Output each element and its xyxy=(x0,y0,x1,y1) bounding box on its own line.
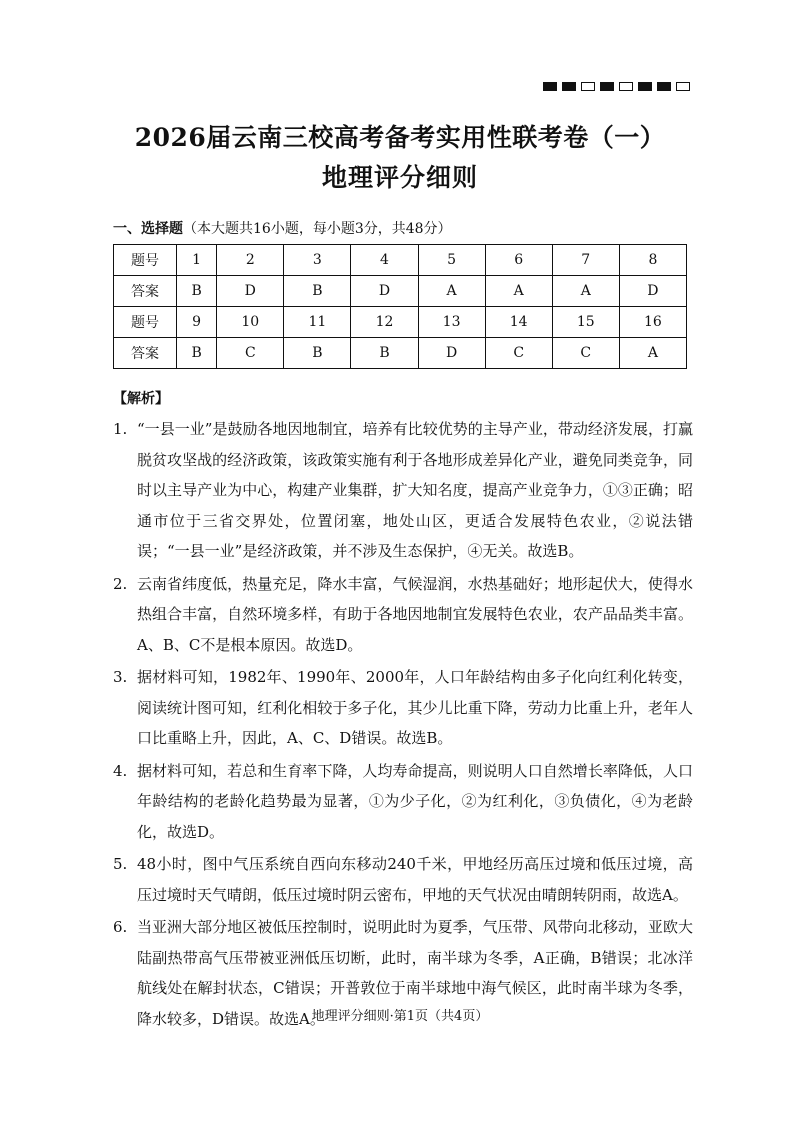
answer-cell: D xyxy=(351,276,418,307)
row-label: 题号 xyxy=(114,245,177,276)
header-mark xyxy=(562,82,576,91)
paper-subtitle: 地理评分细则 xyxy=(321,163,478,192)
list-item xyxy=(113,756,693,848)
header-mark xyxy=(619,82,633,91)
item-number: 3. xyxy=(113,668,128,686)
answer-cell: C xyxy=(552,338,619,369)
answer-cell: C xyxy=(217,338,284,369)
answer-cell: C xyxy=(485,338,552,369)
item-text: 当亚洲大部分地区被低压控制时，说明此时为夏季，气压带、风带向北移动，亚欧大陆副热带高气压带被亚洲低压切断，此时，南半球为冬季，A正确，B错误；北冰洋航线处在解封状态，C错误；开普敦位于南半球地中海气候区，此时南半球为冬季，降水较多，D错误。故选A。 xyxy=(137,918,693,1028)
list-item xyxy=(113,849,693,910)
answer-cell: A xyxy=(619,338,686,369)
answer-cell: B xyxy=(177,276,217,307)
question-number-cell: 15 xyxy=(552,307,619,338)
question-number-cell: 16 xyxy=(619,307,686,338)
question-number-cell: 12 xyxy=(351,307,418,338)
list-item xyxy=(113,662,693,754)
item-number: 2. xyxy=(113,574,128,593)
analysis-label: 【解析】 xyxy=(113,391,169,407)
item-number: 5. xyxy=(113,855,128,873)
table-row xyxy=(114,307,687,338)
answer-cell: B xyxy=(284,338,351,369)
table-row xyxy=(114,338,687,369)
item-text: 据材料可知，1982年、1990年、2000年，人口年龄结构由多子化向红利化转变，阅读统计图可知，红利化相较于多子化，其少儿比重下降，劳动力比重上升，老年人口比重略上升，因此，A、C、D错误。故选B。 xyxy=(137,668,693,747)
header-mark xyxy=(600,82,614,91)
header-mark xyxy=(657,82,671,91)
question-number-cell: 3 xyxy=(284,245,351,276)
question-number-cell: 8 xyxy=(619,245,686,276)
page-footer: 地理评分细则·第1页（共4页） xyxy=(311,1009,489,1024)
item-text: 云南省纬度低，热量充足，降水丰富，气候湿润，水热基础好；地形起伏大，使得水热组合丰富，自然环境多样，有助于各地因地制宜发展特色农业，农产品品类丰富。A、B、C不是根本原因。故选D。 xyxy=(137,574,693,654)
question-number-cell: 4 xyxy=(351,245,418,276)
header-mark xyxy=(638,82,652,91)
answer-table xyxy=(113,244,687,369)
list-item xyxy=(113,414,693,567)
section-heading-label: 一、选择题 xyxy=(113,221,183,237)
answer-cell: A xyxy=(552,276,619,307)
section-heading-note: （本大题共16小题，每小题3分，共48分） xyxy=(183,221,452,237)
question-number-cell: 6 xyxy=(485,245,552,276)
answer-cell: A xyxy=(418,276,485,307)
row-label: 题号 xyxy=(114,307,177,338)
answer-cell: B xyxy=(351,338,418,369)
answer-cell: B xyxy=(284,276,351,307)
paper-title: 2026届云南三校高考备考实用性联考卷（一） xyxy=(134,123,666,152)
list-item xyxy=(113,569,693,661)
table-row xyxy=(114,245,687,276)
question-number-cell: 14 xyxy=(485,307,552,338)
answer-cell: D xyxy=(217,276,284,307)
question-number-cell: 10 xyxy=(217,307,284,338)
table-row xyxy=(114,276,687,307)
analysis-list xyxy=(113,414,693,1036)
item-number: 4. xyxy=(113,761,128,780)
question-number-cell: 2 xyxy=(217,245,284,276)
item-number: 6. xyxy=(113,918,128,936)
item-text: 据材料可知，若总和生育率下降，人均寿命提高，则说明人口自然增长率降低，人口年龄结构的老龄化趋势最为显著，①为少子化，②为红利化，③负债化，④为老龄化，故选D。 xyxy=(137,761,693,841)
row-label: 答案 xyxy=(114,276,177,307)
answer-cell: D xyxy=(418,338,485,369)
question-number-cell: 1 xyxy=(177,245,217,276)
answer-cell: B xyxy=(177,338,217,369)
question-number-cell: 9 xyxy=(177,307,217,338)
header-mark xyxy=(543,82,557,91)
item-text: 48小时，图中气压系统自西向东移动240千米，甲地经历高压过境和低压过境，高压过境时天气晴朗，低压过境时阴云密布，甲地的天气状况由晴朗转阴雨，故选A。 xyxy=(137,855,693,904)
answer-cell: D xyxy=(619,276,686,307)
question-number-cell: 7 xyxy=(552,245,619,276)
section-heading xyxy=(113,218,452,238)
question-number-cell: 13 xyxy=(418,307,485,338)
header-mark xyxy=(676,82,690,91)
row-label: 答案 xyxy=(114,338,177,369)
item-text: “一县一业”是鼓励各地因地制宜，培养有比较优势的主导产业，带动经济发展，打赢脱贫攻坚战的经济政策，该政策实施有利于各地形成差异化产业，避免同类竞争，同时以主导产业为中心，构建产业集群，扩大知名度，提高产业竞争力，①③正确；昭通市位于三省交界处，位置闭塞，地处山区，更适合发展特色农业，②说法错误；“一县一业”是经济政策，并不涉及生态保护，④无关。故选B。 xyxy=(137,420,693,560)
question-number-cell: 5 xyxy=(418,245,485,276)
item-number: 1. xyxy=(113,420,128,438)
question-number-cell: 11 xyxy=(284,307,351,338)
header-mark xyxy=(581,82,595,91)
answer-cell: A xyxy=(485,276,552,307)
header-marks xyxy=(543,82,690,91)
